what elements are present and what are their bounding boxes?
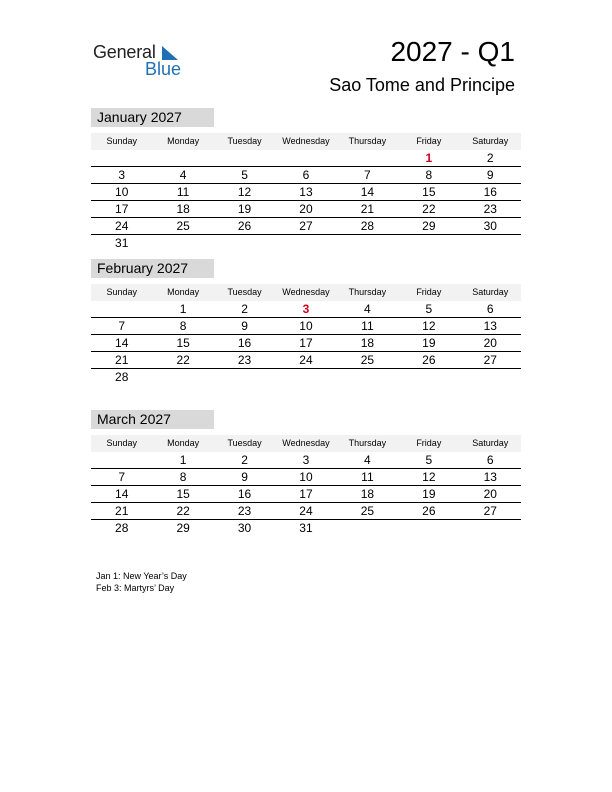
day-cell: 15 — [176, 336, 190, 350]
logo-triangle-icon — [162, 46, 178, 60]
day-cell: 25 — [176, 219, 190, 233]
day-cell: 30 — [483, 219, 497, 233]
day-cell: 13 — [483, 470, 497, 484]
day-cell: 2 — [241, 302, 248, 316]
day-cell — [91, 150, 152, 166]
holiday-day-cell: 3 — [302, 302, 310, 316]
holiday-note: Jan 1: New Year’s Day — [96, 571, 187, 581]
month-february — [91, 259, 521, 385]
page-title: 2027 - Q1 — [390, 36, 515, 67]
weekday-label: Monday — [167, 136, 200, 146]
week-row — [91, 452, 521, 469]
day-cell: 26 — [422, 504, 436, 518]
weekday-label: Friday — [416, 136, 442, 146]
week-row — [91, 184, 521, 201]
day-cell: 1 — [179, 453, 187, 467]
day-cell: 31 — [115, 236, 129, 250]
day-cell: 31 — [299, 521, 313, 535]
day-cell: 1 — [179, 302, 187, 316]
weekday-label: Friday — [416, 287, 442, 297]
week-row — [91, 469, 521, 486]
day-cell: 11 — [361, 470, 374, 484]
month-march — [91, 410, 521, 536]
day-cell — [275, 235, 336, 251]
weekday-label: Monday — [167, 287, 200, 297]
month-name: February 2027 — [91, 259, 214, 278]
weekday-label: Sunday — [106, 136, 137, 146]
week-row — [91, 352, 521, 369]
day-cell: 10 — [299, 319, 313, 333]
day-cell: 21 — [115, 353, 129, 367]
day-cell — [337, 235, 398, 251]
day-cell — [91, 452, 152, 468]
day-cell: 10 — [299, 470, 313, 484]
week-row — [91, 150, 521, 167]
day-cell: 9 — [241, 470, 248, 484]
day-cell: 18 — [360, 336, 375, 350]
day-cell — [398, 369, 459, 385]
month-grid — [91, 150, 521, 251]
day-cell: 8 — [425, 168, 433, 182]
weekday-label: Sunday — [106, 287, 137, 297]
day-cell: 23 — [237, 353, 252, 367]
day-cell: 18 — [176, 202, 190, 216]
month-grid — [91, 301, 521, 385]
week-row — [91, 503, 521, 520]
month-name: March 2027 — [91, 410, 214, 429]
day-cell: 2 — [486, 151, 494, 165]
day-cell: 4 — [364, 453, 371, 467]
day-cell: 12 — [422, 319, 436, 333]
holiday-day-cell: 1 — [425, 151, 433, 165]
day-cell — [337, 150, 398, 166]
day-cell: 13 — [483, 319, 497, 333]
holiday-note: Feb 3: Martyrs’ Day — [96, 583, 175, 593]
day-cell: 16 — [237, 336, 252, 350]
day-cell: 24 — [299, 504, 313, 518]
day-cell — [398, 520, 459, 536]
day-cell: 28 — [360, 219, 375, 233]
weekday-label: Tuesday — [227, 287, 262, 297]
weekday-label: Thursday — [348, 136, 387, 146]
day-cell: 19 — [237, 202, 252, 216]
weekday-label: Thursday — [348, 287, 387, 297]
day-cell: 12 — [422, 470, 436, 484]
day-cell: 22 — [422, 202, 436, 216]
day-cell: 23 — [483, 202, 497, 216]
day-cell: 27 — [483, 504, 497, 518]
weekday-label: Thursday — [348, 438, 387, 448]
logo-general-text: General — [93, 42, 156, 62]
day-cell — [91, 301, 152, 317]
day-cell: 30 — [237, 521, 252, 535]
day-cell: 14 — [360, 185, 375, 199]
day-cell: 14 — [115, 336, 129, 350]
day-cell: 27 — [483, 353, 497, 367]
day-cell — [214, 369, 275, 385]
week-row — [91, 369, 521, 385]
day-cell: 7 — [364, 168, 371, 182]
day-cell: 28 — [115, 370, 129, 384]
day-cell: 6 — [486, 453, 494, 467]
day-cell: 11 — [361, 319, 374, 333]
logo — [93, 42, 193, 78]
day-cell: 4 — [179, 168, 187, 182]
day-cell: 12 — [237, 185, 252, 199]
day-cell: 21 — [360, 202, 375, 216]
day-cell: 13 — [299, 185, 313, 199]
day-cell: 24 — [299, 353, 313, 367]
day-cell: 18 — [360, 487, 375, 501]
day-cell: 7 — [118, 319, 126, 333]
logo-blue-text: Blue — [145, 59, 182, 79]
day-cell: 25 — [360, 504, 375, 518]
weekday-label: Saturday — [472, 287, 509, 297]
day-cell: 26 — [422, 353, 436, 367]
day-cell: 5 — [425, 302, 433, 316]
day-cell — [152, 150, 213, 166]
week-row — [91, 235, 521, 251]
day-cell: 21 — [115, 504, 129, 518]
day-cell: 3 — [302, 453, 310, 467]
day-cell: 7 — [118, 470, 126, 484]
day-cell: 27 — [299, 219, 313, 233]
day-cell: 20 — [299, 202, 313, 216]
day-cell — [275, 369, 336, 385]
week-row — [91, 167, 521, 184]
week-row — [91, 218, 521, 235]
weekday-header — [91, 133, 521, 150]
day-cell: 24 — [115, 219, 129, 233]
day-cell: 20 — [483, 487, 497, 501]
day-cell: 15 — [422, 185, 436, 199]
day-cell: 6 — [302, 168, 310, 182]
weekday-header — [91, 435, 521, 452]
day-cell: 5 — [241, 168, 248, 182]
day-cell — [337, 520, 398, 536]
holiday-notes — [96, 570, 187, 594]
weekday-label: Wednesday — [282, 438, 330, 448]
day-cell — [214, 150, 275, 166]
day-cell — [152, 235, 213, 251]
day-cell: 8 — [179, 319, 187, 333]
day-cell — [398, 235, 459, 251]
weekday-label: Sunday — [106, 438, 137, 448]
day-cell: 4 — [364, 302, 371, 316]
week-row — [91, 486, 521, 503]
day-cell — [152, 369, 213, 385]
day-cell: 14 — [115, 487, 129, 501]
weekday-label: Monday — [167, 438, 200, 448]
day-cell: 6 — [486, 302, 494, 316]
day-cell: 20 — [483, 336, 497, 350]
weekday-label: Wednesday — [282, 287, 330, 297]
month-january — [91, 108, 521, 251]
weekday-label: Tuesday — [227, 136, 262, 146]
day-cell: 19 — [422, 487, 436, 501]
day-cell: 9 — [486, 168, 494, 182]
day-cell: 5 — [425, 453, 433, 467]
day-cell: 16 — [237, 487, 252, 501]
page-subtitle: Sao Tome and Principe — [329, 75, 515, 95]
day-cell: 16 — [483, 185, 497, 199]
week-row — [91, 301, 521, 318]
day-cell: 26 — [237, 219, 252, 233]
week-row — [91, 201, 521, 218]
day-cell: 29 — [176, 521, 190, 535]
day-cell — [275, 150, 336, 166]
day-cell: 3 — [118, 168, 126, 182]
day-cell: 17 — [299, 336, 313, 350]
weekday-label: Friday — [416, 438, 442, 448]
day-cell: 17 — [115, 202, 129, 216]
weekday-label: Tuesday — [227, 438, 262, 448]
day-cell — [214, 235, 275, 251]
day-cell: 25 — [360, 353, 375, 367]
weekday-label: Saturday — [472, 438, 509, 448]
day-cell — [460, 369, 521, 385]
day-cell — [460, 520, 521, 536]
day-cell: 19 — [422, 336, 436, 350]
day-cell: 23 — [237, 504, 252, 518]
day-cell: 29 — [422, 219, 436, 233]
day-cell: 8 — [179, 470, 187, 484]
day-cell: 22 — [176, 353, 190, 367]
day-cell: 17 — [299, 487, 313, 501]
week-row — [91, 520, 521, 536]
week-row — [91, 318, 521, 335]
weekday-label: Wednesday — [282, 136, 330, 146]
day-cell: 22 — [176, 504, 190, 518]
day-cell: 2 — [241, 453, 248, 467]
day-cell: 10 — [115, 185, 129, 199]
day-cell: 28 — [115, 521, 129, 535]
month-name: January 2027 — [91, 108, 214, 127]
weekday-label: Saturday — [472, 136, 509, 146]
day-cell — [460, 235, 521, 251]
day-cell — [337, 369, 398, 385]
day-cell: 11 — [176, 185, 190, 199]
week-row — [91, 335, 521, 352]
day-cell: 9 — [241, 319, 248, 333]
weekday-header — [91, 284, 521, 301]
month-grid — [91, 452, 521, 536]
day-cell: 15 — [176, 487, 190, 501]
